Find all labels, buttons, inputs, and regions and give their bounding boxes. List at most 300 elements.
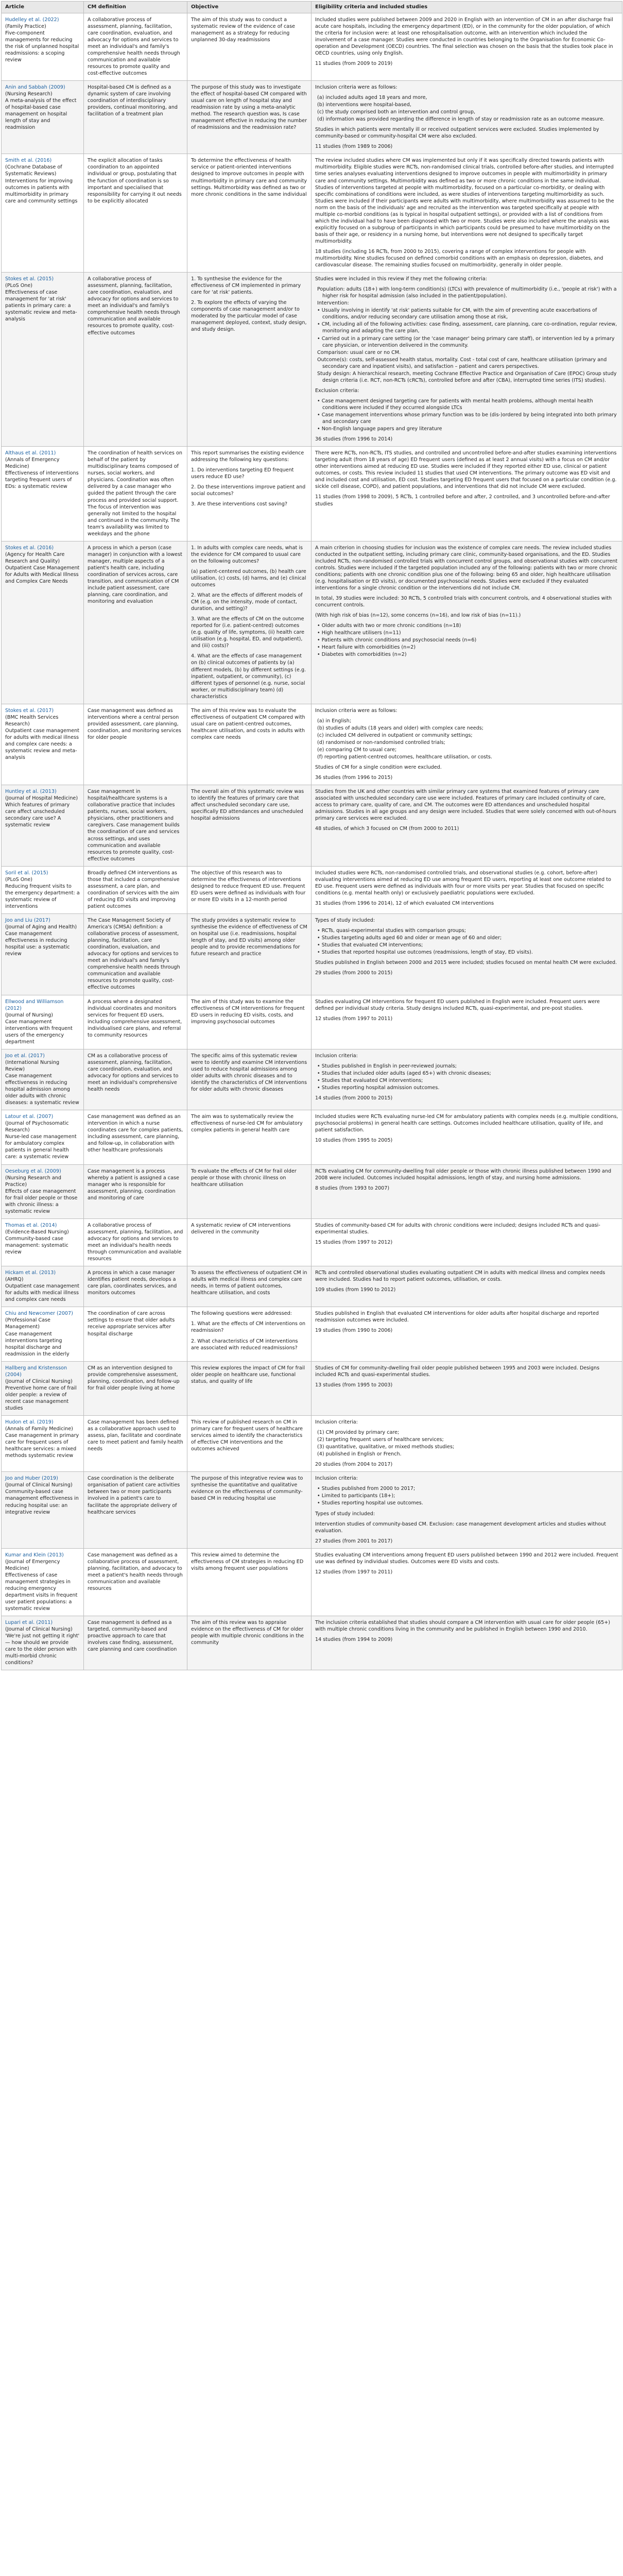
table-row — [2, 447, 622, 541]
article-title: 'We're just not getting it right' — how should we provide care to the older person with multi-morbid chronic conditions? — [5, 1633, 80, 1666]
eligibility-text: 36 studies (from 1996 to 2014) — [315, 436, 393, 443]
criteria-item: • Studies reporting hospital use outcomes. — [317, 1500, 423, 1506]
definition-cell — [84, 154, 187, 273]
article-journal: (Nursing Research and Practice) — [5, 1175, 61, 1188]
article-journal: (Nursing Research) — [5, 91, 53, 97]
article-reference: Hickam et al. (2013) — [5, 1270, 56, 1276]
criteria-item: (2) targeting frequent users of healthcare services; — [317, 1437, 444, 1443]
article-journal: (Journal of Clinical Nursing) — [5, 1378, 73, 1384]
objective-cell — [187, 273, 312, 447]
article-cell — [2, 866, 84, 913]
eligibility-text: (With high risk of bias (n=12), some concerns (n=16), and low risk of bias (n=11).) — [315, 613, 521, 619]
article-reference: Chiu and Newcomer (2007) — [5, 1311, 73, 1317]
eligibility-text: 36 studies (from 1996 to 2015) — [315, 775, 393, 781]
criteria-item: Population: adults (18+) with long-term condition(s) (LTCs) with prevalence of multimorbidity (i.e., 'people at risk') with a higher risk for hospital admission (also included in the patient/population). — [317, 286, 617, 299]
criteria-item: • Case management interventions whose primary function was to be (dis-)ordered by being integrated into both primary and secondary care — [317, 412, 617, 425]
article-cell — [2, 1472, 84, 1548]
objective-text: The aim of this study was to examine the effectiveness of CM interventions for frequent ED users in reducing ED visits, costs, and improving psychosocial outcomes — [191, 998, 305, 1025]
article-title: Effectiveness of case management for 'at risk' patients in primary care: a systematic review and meta-analysis — [5, 290, 77, 323]
eligibility-text: In total, 39 studies were included: 30 RCTs, 5 controlled trials with concurrent controls, and 4 observational studies with concurrent controls. — [315, 596, 612, 608]
criteria-item: (d) randomised or non-randomised controlled trials; — [317, 739, 445, 745]
table-row — [2, 785, 622, 867]
eligibility-text: Included studies were published between 2009 and 2020 in English with an intervention of CM in an after discharge frail acute care hospitals, including the emergency department (ED), or in the community for the older population, of which the criteria for inclusion were: at least one rehospitalisation outcome, with an intervention which included the involvement of a case manager. Studies were conducted in countries belonging to the Organisation for Economic Co-operation and Development (OECD) countries. The final selection was chosen on the basis that the studies took place in OECD countries, using only English. — [315, 16, 613, 56]
eligibility-text: 109 studies (from 1990 to 2012) — [315, 1287, 396, 1293]
objective-text: 2. What are the effects of different models of CM (e.g. on the intensity, mode of contact, duration, and setting)? — [191, 592, 303, 612]
article-cell — [2, 1218, 84, 1266]
criteria-list — [315, 398, 618, 432]
table-row — [2, 81, 622, 154]
criteria-item: (c) the study comprised both an intervention and control group, — [317, 109, 476, 115]
eligibility-text: 15 studies (from 1997 to 2012) — [315, 1239, 393, 1245]
article-journal: (BMC Health Services Research) — [5, 714, 59, 727]
criteria-item: (4) published in English or French. — [317, 1451, 402, 1458]
eligibility-cell — [312, 154, 622, 273]
article-journal: (Professional Case Management) — [5, 1317, 50, 1330]
criteria-item: (b) studies of adults (18 years and older) with complex care needs; — [317, 725, 483, 731]
objective-text: The aim was to systematically review the effectiveness of nurse-led CM for ambulatory complex patients in general health care — [191, 1114, 303, 1133]
article-cell — [2, 541, 84, 704]
eligibility-text: Types of study included: — [315, 1511, 375, 1517]
criteria-item: • CM, including all of the following activities: case finding, assessment, care planning, care co-ordination, regular review, monitoring and adapting the care plan, — [317, 321, 617, 334]
article-cell — [2, 447, 84, 541]
eligibility-text: 13 studies (from 1995 to 2003) — [315, 1382, 393, 1388]
criteria-item: • Usually involving in identify 'at risk' patients suitable for CM, with the aim of preventing acute exacerbations of conditions, and/or reducing secondary care utilisation among those at risk, — [317, 308, 597, 320]
article-reference: Stokes et al. (2017) — [5, 707, 54, 714]
eligibility-cell — [312, 1307, 622, 1361]
criteria-item: • Limited to participants (18+); — [317, 1493, 395, 1499]
criteria-item: • Heart failure with comorbidities (n=2) — [317, 645, 416, 651]
eligibility-cell — [312, 1616, 622, 1670]
eligibility-text: 19 studies (from 1990 to 2006) — [315, 1328, 393, 1334]
table-row — [2, 1110, 622, 1164]
eligibility-text: 27 studies (from 2001 to 2017) — [315, 1538, 393, 1544]
eligibility-cell — [312, 995, 622, 1049]
eligibility-text: Studies were included in this review if they met the following criteria: — [315, 276, 487, 282]
objective-text: The study provides a systematic review to synthesise the evidence of effectiveness of CM on hospital use (i.e. readmissions, hospital length of stay, and ED visits) among older people and to provide recommendations for future research and practice — [191, 917, 307, 957]
criteria-item: (e) comparing CM to usual care; — [317, 747, 397, 753]
article-journal: (Journal of Psychosomatic Research) — [5, 1121, 69, 1133]
article-journal: (Journal of Nursing) — [5, 1012, 54, 1018]
eligibility-text: 20 studies (from 2004 to 2017) — [315, 1462, 393, 1468]
eligibility-cell — [312, 785, 622, 867]
eligibility-text: RCTs evaluating CM for community-dwelling frail older people or those with chronic illness published between 1990 and 2008 were included. Outcomes included hospital admissions, length of stay, and nursing home admissions. — [315, 1168, 612, 1181]
eligibility-cell — [312, 1049, 622, 1110]
objective-cell — [187, 447, 312, 541]
objective-text: A systematic review of CM interventions delivered in the community — [191, 1222, 291, 1235]
article-reference: Lupari et al. (2011) — [5, 1620, 53, 1626]
eligibility-text: The review included studies where CM was implemented but only if it was specifically directed towards patients with multimorbidity. Eligible studies were RCTs, non-randomised clinical trials, controlled before-after studies, and interrupted time series analyses evaluating interventions designed to improve outcomes in people with multimorbidity in primary care and community settings. Multimorbidity was defined as two or more chronic conditions in the same individual. Studies of interventions targeted at people with multimorbidity, focused on a particular co-morbidity, or dealing with specific combinations of conditions were included, as were studies of interventions targeting multimorbidity as such. Studies were included if their participants were adults with multimorbidity, where multimorbidity was assumed to be the norm on the basis of the individuals' age and recruited as the intervention was targeted specifically at people with multiple co-morbid conditions (as is typical in hospital outpatient settings), or provided with a list of conditions from which the individual had to have been diagnosed with two or more. Studies were also included where the analysis was explicitly focused on a subgroup of participants in which participants could be presumed to have multimorbidity on the basis of their age, or residency in a nursing home, but interventions were not designed to specifically target multimorbidity. — [315, 158, 614, 244]
eligibility-text: Studies published in English that evaluated CM interventions for older adults after hospital discharge and reported readmission outcomes were included. — [315, 1311, 599, 1324]
definition-text: A collaborative process of assessment, planning, facilitation, care coordination, evaluation, and advocacy for options and services to meet an individual's and family's comprehensive health needs through communication and available resources to promote quality and cost-effective outcomes — [88, 16, 180, 76]
article-journal: (Journal of Emergency Medicine) — [5, 1558, 60, 1571]
table-row — [2, 1472, 622, 1548]
eligibility-text: Inclusion criteria were as follows: — [315, 707, 397, 714]
eligibility-text: Studies published in English between 2000 and 2015 were included; studies focused on mental health CM were excluded. — [315, 960, 617, 966]
eligibility-text: RCTs and controlled observational studies evaluating outpatient CM in adults with medical illness and complex needs were included. Studies had to report patient outcomes, utilisation, or costs. — [315, 1270, 605, 1283]
eligibility-text: Studies of community-based CM for adults with chronic conditions were included; designs included RCTs and quasi-experimental studies. — [315, 1222, 600, 1235]
criteria-item: • Diabetes with comorbidities (n=2) — [317, 652, 407, 658]
article-title: Case management effectiveness in reducing hospital use: a systematic review — [5, 931, 70, 957]
eligibility-text: The inclusion criteria established that studies should compare a CM intervention with usual care for older people (65+) with multiple chronic conditions living in the community and be published in English between 1990 and 2010. — [315, 1620, 611, 1633]
eligibility-text: 8 studies (from 1993 to 2007) — [315, 1185, 390, 1191]
article-cell — [2, 1110, 84, 1164]
article-title: Community-based case management: systematic review — [5, 1235, 68, 1256]
article-title: Effectiveness of interventions targeting frequent users of EDs: a systematic review — [5, 470, 79, 490]
table-row — [2, 1416, 622, 1472]
criteria-item: • Studies published from 2000 to 2017; — [317, 1486, 416, 1492]
definition-text: A collaborative process of assessment, planning, facilitation, care coordination, evaluation, and advocacy for options and services to meet an individual's and family's comprehensive health needs through communication and available resources to promote quality, cost-effective outcomes — [88, 276, 180, 336]
article-cell — [2, 995, 84, 1049]
article-title: Interventions for improving outcomes in patients with multimorbidity in primary care and community settings — [5, 178, 78, 204]
article-cell — [2, 1616, 84, 1670]
definition-text: CM as an intervention designed to provide comprehensive assessment, planning, coordination, and follow-up for frail older people living at home — [88, 1365, 180, 1391]
eligibility-text: A main criterion in choosing studies for inclusion was the existence of complex care needs. The review included studies conducted in the outpatient setting, including primary care clinic, community-based organisations, and the ED. Studies included RCTs, non-randomised controlled trials with concurrent control groups, and observational studies with concurrent controls. Studies were included if the targeted population included any of the following: patients with two or more chronic conditions; patients with one chronic condition plus one of the following: being 65 and older, high healthcare utilisation (e.g. hospitalisation or ED visits), or documented psychosocial needs. Studies were excluded if they evaluated interventions for a single chronic condition or the interventions did not include CM. — [315, 545, 618, 591]
definition-text: Case management is a process whereby a patient is assigned a case manager who is responsible for assessment, planning, coordination and monitoring of care — [88, 1168, 179, 1201]
eligibility-text: Inclusion criteria: — [315, 1476, 358, 1482]
eligibility-text: Studies from the UK and other countries with similar primary care systems that examined features of primary care associated with unscheduled secondary care use were included. Features of primary care included continuity of care, access to primary care, quality of care, and CM. The outcomes were ED attendances and unscheduled hospital admissions. Studies in all age groups and any design were included. Studies that were solely concerned with out-of-hours primary care services were excluded. — [315, 789, 616, 822]
criteria-item: (a) included adults aged 18 years and more, — [317, 95, 427, 101]
objective-cell — [187, 1164, 312, 1218]
criteria-item: • Older adults with two or more chronic conditions (n=18) — [317, 623, 461, 629]
article-reference: Thomas et al. (2014) — [5, 1222, 57, 1228]
criteria-item: (3) quantitative, qualitative, or mixed methods studies; — [317, 1444, 455, 1450]
definition-cell — [84, 1472, 187, 1548]
criteria-item: • Case management designed targeting care for patients with mental health problems, although mental health conditions were included if they occurred alongside LTCs — [317, 398, 593, 411]
definition-text: Case management was defined as interventions where a central person provided assessment, care planning, coordination, and monitoring services for older people — [88, 707, 181, 740]
table-body — [2, 13, 622, 1670]
objective-cell — [187, 1616, 312, 1670]
eligibility-cell — [312, 1548, 622, 1616]
definition-text: Case coordination is the deliberate organisation of patient care activities between two or more participants involved in a patient's care to facilitate the appropriate delivery of healthcare services — [88, 1476, 180, 1515]
criteria-list — [315, 927, 618, 956]
objective-text: 3. Are these interventions cost saving? — [191, 501, 288, 507]
objective-cell — [187, 1472, 312, 1548]
article-reference: Kumar and Klein (2013) — [5, 1552, 64, 1558]
eligibility-cell — [312, 13, 622, 80]
definition-text: A collaborative process of assessment, planning, facilitation, and advocacy for options and services to meet an individual's health needs through communication and available resources — [88, 1222, 183, 1262]
article-title: Effects of case management for frail older people or those with chronic illness: a systematic review — [5, 1188, 78, 1214]
column-header-objective: Objective — [187, 2, 312, 13]
criteria-list — [315, 622, 618, 658]
article-journal: (PLoS One) — [5, 876, 32, 883]
criteria-item: • High healthcare utilisers (n=11) — [317, 630, 401, 636]
article-reference: Stokes et al. (2015) — [5, 276, 54, 282]
eligibility-text: Inclusion criteria: — [315, 1053, 358, 1059]
objective-text: 3. What are the effects of CM on the outcome reported for (i.e. patient-centred) outcomes (e.g. quality of life, symptoms, (ii) health care utilisation (e.g. hospital, ED, and outpatient), and (iii) costs)? — [191, 616, 305, 649]
objective-cell — [187, 1416, 312, 1472]
definition-cell — [84, 913, 187, 995]
article-title: Case management interventions with frequent users of the emergency department — [5, 1019, 73, 1045]
definition-cell — [84, 1218, 187, 1266]
definition-text: Broadly defined CM interventions as those that included a comprehensive assessment, a care plan, and coordination of services with the aim of reducing ED visits and improving patient outcomes — [88, 870, 180, 909]
criteria-item: • RCTs, quasi-experimental studies with comparison groups; — [317, 928, 466, 934]
objective-text: 1. What are the effects of CM interventions on readmission? — [191, 1321, 306, 1334]
eligibility-text: Inclusion criteria: — [315, 1419, 358, 1426]
criteria-item: (f) reporting patient-centred outcomes, healthcare utilisation, or costs. — [317, 754, 492, 760]
eligibility-text: Studies evaluating CM interventions among frequent ED users published between 1990 and 2012 were included. Frequent use was defined by individual studies. Outcomes were ED visits and costs. — [315, 1552, 618, 1565]
definition-text: Hospital-based CM is defined as a dynamic system of care involving coordination of interdisciplinary providers, continual monitoring, and facilitation of a treatment plan — [88, 84, 178, 117]
eligibility-text: Studies of CM for a single condition were excluded. — [315, 765, 442, 771]
objective-text: 1. To synthesise the evidence for the effectiveness of CM implemented in primary care for 'at risk' patients. — [191, 276, 301, 296]
article-reference: Smith et al. (2016) — [5, 158, 52, 164]
definition-text: Case management was defined as an intervention in which a nurse coordinates care for complex patients, including assessment, care planning, and follow-up, in collaboration with other healthcare professionals — [88, 1114, 183, 1154]
article-journal: (Annals of Family Medicine) — [5, 1426, 73, 1432]
eligibility-text: Inclusion criteria were as follows: — [315, 84, 397, 91]
article-cell — [2, 1548, 84, 1616]
criteria-item: Study design: A hierarchical research, meeting Cochrane Effective Practice and Organisation of Care (EPOC) Group study design criteria (i.e. RCT, non-RCTs (cRCTs), controlled before and after (CBA), interrupted time series (ITS) studies). — [317, 370, 617, 383]
eligibility-cell — [312, 1218, 622, 1266]
table-row — [2, 1548, 622, 1616]
article-journal: (Annals of Emergency Medicine) — [5, 457, 60, 470]
eligibility-cell — [312, 866, 622, 913]
eligibility-text: Included studies were RCTs, non-randomised controlled trials, and observational studies (e.g. cohort, before-after) evaluating interventions aimed at reducing ED use among frequent ED users, reporting at least one outcome related to ED use. Frequent users were defined as individuals with four or more visits per year. Studies that focused on specific conditions (e.g. mental health only) or exclusively paediatric populations were excluded. — [315, 870, 611, 896]
article-reference: Stokes et al. (2016) — [5, 545, 54, 551]
eligibility-text: 10 studies (from 1995 to 2005) — [315, 1138, 393, 1144]
objective-cell — [187, 913, 312, 995]
table-row — [2, 1049, 622, 1110]
definition-text: A process in which a person (case manager) in conjunction with a lowest manager, multiple aspects of a patient's health care, including coordination of services across, care transition, and communication of CM include patient assessment, care planning, care coordination, and monitoring and evaluation — [88, 545, 182, 605]
definition-text: The coordination of health services on behalf of the patient by multidisciplinary teams composed of nurses, social workers, and physicians. Coordination was often delivered by a case manager who guided the patient through the care process and provided social support. The focus of intervention was generally not limited to the hospital and continued in the community. The team's availability was limited to weekdays and the phone — [88, 450, 182, 537]
table-row — [2, 1266, 622, 1307]
article-title: Community-based case management effectiveness in reducing hospital use: an integrative review — [5, 1489, 79, 1515]
objective-text: 1. In adults with complex care needs, what is the evidence for CM compared to usual care on the following outcomes? — [191, 545, 303, 564]
criteria-item: • Studies published in English in peer-reviewed journals; — [317, 1063, 457, 1069]
criteria-item: (b) interventions were hospital-based, — [317, 102, 411, 108]
article-reference: Hallberg and Kristensson (2004) — [5, 1365, 67, 1378]
table-row — [2, 1616, 622, 1670]
criteria-item: • Studies that included older adults (aged 65+) with chronic diseases; — [317, 1070, 491, 1076]
objective-cell — [187, 541, 312, 704]
objective-cell — [187, 704, 312, 785]
definition-text: Case management is defined as a targeted, community-based and proactive approach to care that involves case finding, assessment, care planning and care coordination — [88, 1620, 177, 1653]
article-cell — [2, 13, 84, 80]
eligibility-text: Types of study included: — [315, 917, 375, 923]
criteria-item: Intervention: — [317, 300, 349, 307]
definition-cell — [84, 447, 187, 541]
objective-text: 2. To explore the effects of varying the components of case management and/or to moderated by the particular model of case management deployed, context, study design, and study design. — [191, 300, 307, 333]
definition-text: Case management has been defined as a collaborative approach used to assess, plan, facilitate and coordinate care to meet patient and family health needs — [88, 1419, 183, 1452]
objective-text: The aim of this review was to evaluate the effectiveness of outpatient CM compared with usual care on patient-centred outcomes, healthcare utilisation, and costs in adults with complex care needs — [191, 707, 305, 740]
definition-cell — [84, 1110, 187, 1164]
article-title: Outpatient case management for adults with medical illness and complex care needs — [5, 1283, 79, 1303]
objective-text: The purpose of this integrative review was to synthesise the quantitative and qualitative evidence on the effectiveness of community-based CM in reducing hospital use — [191, 1476, 303, 1502]
eligibility-text: Studies in which patients were mentally ill or received outpatient services were excluded. Studies implemented by community-based or community-hospital CM were also excluded. — [315, 127, 599, 140]
eligibility-cell — [312, 1110, 622, 1164]
article-reference: Hudelley et al. (2022) — [5, 16, 59, 23]
objective-text: 2. What characteristics of CM interventions are associated with reduced readmissions? — [191, 1338, 298, 1351]
article-journal: (International Nursing Review) — [5, 1059, 60, 1072]
criteria-list — [315, 94, 618, 123]
eligibility-text: 48 studies, of which 3 focused on CM (from 2000 to 2011) — [315, 826, 459, 832]
article-journal: (PLoS One) — [5, 283, 32, 289]
article-reference: Joo et al. (2017) — [5, 1053, 45, 1059]
article-cell — [2, 913, 84, 995]
article-cell — [2, 1049, 84, 1110]
criteria-list — [315, 286, 618, 384]
table-row — [2, 913, 622, 995]
objective-text: The overall aim of this systematic review was to identify the features of primary care that affect unscheduled secondary care use, specifically ED attendances and unscheduled hospital admissions — [191, 789, 304, 822]
objective-text: This review explores the impact of CM for frail older people on healthcare use, functional status, and quality of life — [191, 1365, 305, 1384]
article-title: Which features of primary care affect unscheduled secondary care use? A systematic review — [5, 802, 70, 828]
objective-text: To assess the effectiveness of outpatient CM in adults with medical illness and complex care needs, in terms of patient outcomes, healthcare utilisation, and costs — [191, 1270, 307, 1296]
definition-cell — [84, 704, 187, 785]
objective-text: To evaluate the effects of CM for frail older people or those with chronic illness on healthcare utilisation — [191, 1168, 297, 1188]
objective-cell — [187, 1218, 312, 1266]
objective-text: This review aimed to determine the effectiveness of CM strategies in reducing ED visits among frequent user populations — [191, 1552, 304, 1571]
article-cell — [2, 704, 84, 785]
objective-cell — [187, 1266, 312, 1307]
eligibility-text: 12 studies (from 1997 to 2011) — [315, 1569, 393, 1575]
definition-text: A process where a designated individual coordinates and monitors services for frequent ED users, including comprehensive assessment, individualised care plans, and referral to community resources — [88, 998, 182, 1038]
objective-cell — [187, 81, 312, 154]
criteria-item: (d) information was provided regarding the difference in length of stay or readmission rate as an outcome measure. — [317, 116, 605, 123]
article-title: Case management interventions targeting hospital discharge and readmission in the elderly — [5, 1331, 70, 1357]
table-row — [2, 1307, 622, 1361]
article-journal: (Family Practice) — [5, 23, 46, 29]
objective-cell — [187, 154, 312, 273]
objective-text: 4. What are the effects of case management on (b) clinical outcomes of patients by (a) different models, (b) by different settings (e.g. inpatient, outpatient, or community), (c) different types of personnel (e.g. nurse, social worker, or multidisciplinary team) (d) characteristics — [191, 653, 306, 700]
definition-cell — [84, 866, 187, 913]
article-title: Case management in primary care for frequent users of healthcare services: a mixed methods systematic review — [5, 1433, 79, 1459]
eligibility-text: Intervention studies of community-based CM. Exclusion: case management development articles and studies without evaluation. — [315, 1521, 607, 1534]
criteria-item: • Studies reporting hospital admission outcomes. — [317, 1085, 440, 1091]
objective-text: The aim of this study was to conduct a systematic review of the evidence of case management as a strategy for reducing unplanned 30-day readmissions — [191, 16, 296, 43]
criteria-item: • Studies targeting adults aged 60 and older or mean age of 60 and older; — [317, 935, 502, 941]
eligibility-text: 29 studies (from 2000 to 2015) — [315, 970, 393, 976]
article-cell — [2, 273, 84, 447]
definition-text: Case management in hospital/healthcare systems is a collaborative practice that includes patients, nurses, social workers, physicians, other practitioners and caregivers. Case management builds the coordination of care and services across settings, and uses communication and available resources to promote quality, cost-effective outcomes — [88, 789, 180, 862]
eligibility-text: 11 studies (from 1998 to 2009), 5 RCTs, 1 controlled before and after, 2 controlled, and 3 uncontrolled before-and-after studies — [315, 494, 610, 507]
definition-cell — [84, 13, 187, 80]
table-row — [2, 273, 622, 447]
article-title: Preventive home care of frail older people: a review of recent case management studies — [5, 1385, 77, 1411]
table-row — [2, 704, 622, 785]
article-title: Effectiveness of case management strategies in reducing emergency department visits in frequent user patient populations: a systematic review — [5, 1572, 78, 1612]
review-table — [1, 1, 622, 1670]
objective-text: (a) patient-centered outcomes, (b) health care utilisation, (c) costs, (d) harms, and (e) clinical outcomes — [191, 568, 306, 588]
objective-cell — [187, 1307, 312, 1361]
article-reference: Althaus et al. (2011) — [5, 450, 56, 456]
article-title: Case management effectiveness in reducing hospital admission among older adults with chronic diseases: a systematic review — [5, 1073, 79, 1106]
article-cell — [2, 1164, 84, 1218]
criteria-item: (a) in English; — [317, 718, 352, 724]
objective-text: The purpose of this study was to investigate the effect of hospital-based CM compared with usual care on length of hospital stay and readmission rate by using a meta-analytic method. The research question was, Is case management effective in reducing the number of readmissions and the readmission rate? — [191, 84, 307, 131]
definition-cell — [84, 541, 187, 704]
header-row — [2, 2, 622, 13]
article-cell — [2, 785, 84, 867]
article-cell — [2, 1266, 84, 1307]
criteria-item: • Studies that reported hospital use outcomes (readmissions, length of stay, ED visits). — [317, 950, 533, 956]
eligibility-cell — [312, 1164, 622, 1218]
criteria-list — [315, 1063, 618, 1091]
eligibility-text: Studies evaluating CM interventions for frequent ED users published in English were included. Frequent users were defined per individual study criteria. Study designs included RCTs, quasi-experimental, and pre-post studies. — [315, 998, 600, 1011]
eligibility-cell — [312, 273, 622, 447]
definition-cell — [84, 1307, 187, 1361]
objective-text: 2. Do these interventions improve patient and social outcomes? — [191, 484, 306, 497]
eligibility-text: Studies of CM for community-dwelling frail older people published between 1995 and 2003 were included. Designs included RCTs and quasi-experimental studies. — [315, 1365, 600, 1378]
eligibility-text: Exclusion criteria: — [315, 387, 359, 394]
objective-cell — [187, 1049, 312, 1110]
article-reference: Oeseburg et al. (2009) — [5, 1168, 61, 1174]
objective-cell — [187, 866, 312, 913]
objective-text: To determine the effectiveness of health service or patient-oriented interventions designed to improve outcomes in people with multimorbidity in primary care and community settings. Multimorbidity was defined as two or more chronic conditions in the same individual — [191, 158, 307, 197]
eligibility-text: 11 studies (from 1989 to 2006) — [315, 144, 393, 150]
article-reference: Anin and Sabbah (2009) — [5, 84, 65, 91]
article-reference: Ellwood and Williamson (2012) — [5, 998, 64, 1011]
article-title: A meta-analysis of the effect of hospital-based case management on hospital length of stay and readmission — [5, 98, 77, 131]
eligibility-text: 31 studies (from 1996 to 2014), 12 of which evaluated CM interventions — [315, 900, 494, 906]
table-row — [2, 13, 622, 80]
definition-cell — [84, 81, 187, 154]
article-journal: (Cochrane Database of Systematic Reviews) — [5, 164, 62, 177]
eligibility-cell — [312, 81, 622, 154]
table-row — [2, 154, 622, 273]
objective-text: The specific aims of this systematic review were to identify and examine CM interventions used to reduce hospital admissions among older adults with chronic diseases and to identify the characteristics of CM interventions for older adults with chronic diseases — [191, 1053, 307, 1093]
definition-text: The Case Management Society of America's (CMSA) definition: a collaborative process of assessment, planning, facilitation, care coordination, evaluation, and advocacy for options and services to meet an individual's and family's comprehensive health needs through communication and available resources to promote quality, cost-effective outcomes — [88, 917, 180, 991]
eligibility-cell — [312, 1416, 622, 1472]
criteria-list — [315, 1429, 618, 1458]
objective-text: 1. Do interventions targeting ED frequent users reduce ED use? — [191, 467, 294, 480]
eligibility-cell — [312, 1361, 622, 1415]
definition-text: Case management was defined as a collaborative process of assessment, planning, facilitation, and advocacy to meet a patient's health needs through communication and available resources — [88, 1552, 183, 1591]
definition-cell — [84, 1049, 187, 1110]
eligibility-text: Included studies were RCTs evaluating nurse-led CM for ambulatory patients with complex needs (e.g. multiple conditions, psychosocial problems) in general health care settings. Outcomes included healthcare utilisation, quality of life, and patient satisfaction. — [315, 1114, 618, 1133]
definition-cell — [84, 1616, 187, 1670]
article-journal: (Journal of Hospital Medicine) — [5, 795, 78, 802]
article-reference: Joo and Huber (2019) — [5, 1476, 58, 1482]
criteria-item: • Studies that evaluated CM interventions; — [317, 942, 423, 948]
article-title: Reducing frequent visits to the emergency department: a systematic review of interventions — [5, 883, 80, 909]
objective-text: The objective of this research was to determine the effectiveness of interventions designed to reduce frequent ED use. Frequent ED users were defined as individuals with four or more ED visits in a 12-month period — [191, 870, 306, 903]
criteria-item: • Studies that evaluated CM interventions; — [317, 1077, 423, 1083]
eligibility-cell — [312, 1266, 622, 1307]
eligibility-text: 12 studies (from 1997 to 2011) — [315, 1015, 393, 1022]
definition-cell — [84, 1266, 187, 1307]
criteria-list — [315, 718, 618, 760]
definition-cell — [84, 1164, 187, 1218]
eligibility-cell — [312, 704, 622, 785]
table-row — [2, 995, 622, 1049]
criteria-item: Outcome(s): costs, self-assessed health status, mortality. Cost - total cost of care, healthcare utilisation (primary and secondary care and inpatient visits), and satisfaction – patient and carers perspectives. — [317, 357, 607, 369]
table-row — [2, 541, 622, 704]
definition-text: The coordination of care across settings to ensure that older adults receive appropriate services after hospital discharge — [88, 1311, 175, 1337]
article-cell — [2, 1307, 84, 1361]
article-title: Outpatient Case Management for Adults with Medical Illness and Complex Care Needs — [5, 565, 80, 585]
criteria-item: • Patients with chronic conditions and psychosocial needs (n=6) — [317, 637, 477, 643]
article-reference: Huntley et al. (2013) — [5, 789, 57, 795]
eligibility-text: 11 studies (from 2009 to 2019) — [315, 60, 393, 66]
article-journal: (Journal of Aging and Health) — [5, 924, 77, 930]
eligibility-text: 14 studies (from 2000 to 2015) — [315, 1095, 393, 1101]
article-journal: (Agency for Health Care Research and Quality) — [5, 551, 65, 564]
criteria-item: (c) included CM delivered in outpatient or community settings; — [317, 732, 473, 738]
criteria-item: Comparison: usual care or no CM. — [317, 349, 401, 355]
definition-cell — [84, 1548, 187, 1616]
table-row — [2, 866, 622, 913]
eligibility-cell — [312, 913, 622, 995]
article-cell — [2, 154, 84, 273]
eligibility-text: 18 studies (including 16 RCTs, from 2000 to 2015), covering a range of complex interventions for people with multimorbidity. Nine studies focused on defined comorbid conditions with an emphasis on depression, diabetes, and cardiovascular disease. The remaining studies focused on multimorbidity, generally in older people. — [315, 249, 603, 268]
article-cell — [2, 1361, 84, 1415]
criteria-item: (1) CM provided by primary care; — [317, 1430, 400, 1436]
table-row — [2, 1164, 622, 1218]
definition-text: The explicit allocation of tasks coordination to an appointed individual or group, postulating that the function of coordination is so important and specialised that responsibility for carrying it out needs to be explicitly allocated — [88, 158, 182, 204]
objective-cell — [187, 1110, 312, 1164]
article-cell — [2, 81, 84, 154]
article-journal: (Journal of Clinical Nursing) — [5, 1626, 73, 1633]
objective-cell — [187, 995, 312, 1049]
objective-text: The following questions were addressed: — [191, 1311, 292, 1317]
